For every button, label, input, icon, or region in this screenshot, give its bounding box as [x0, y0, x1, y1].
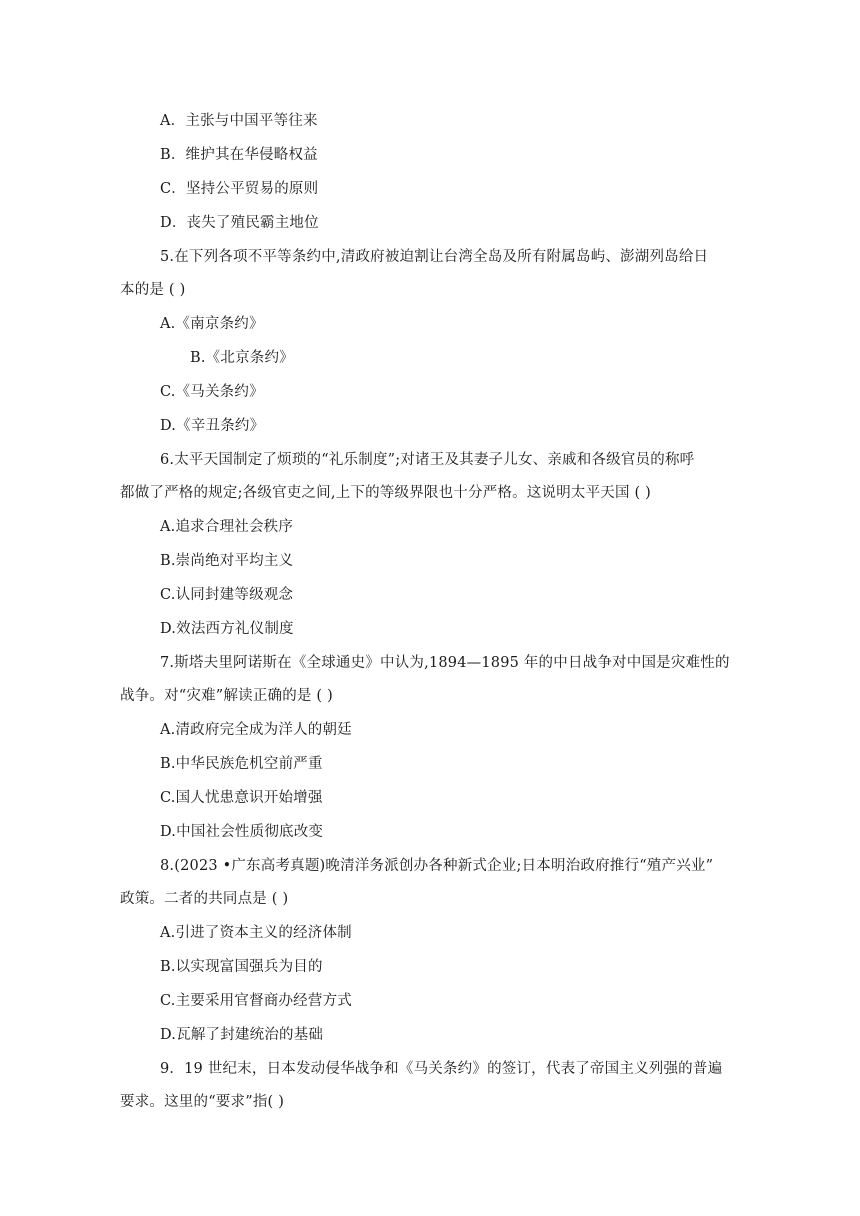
q6-option-a: A.追求合理社会秩序 [160, 519, 294, 535]
q6-option-b: B.崇尚绝对平均主义 [160, 553, 294, 569]
q8-stem-line2: 政策。二者的共同点是 ( ) [120, 891, 289, 907]
q6-option-c: C.认同封建等级观念 [160, 587, 294, 603]
q7-option-d: D.中国社会性质彻底改变 [160, 824, 324, 840]
q7-stem-line1: 7.斯塔夫里阿诺斯在《全球通史》中认为,1894—1895 年的中日战争对中国是灾难性的 [160, 655, 730, 671]
q9-stem-line2: 要求。这里的“要求”指( ) [120, 1094, 285, 1110]
q8-stem-line1: 8.(2023 •广东高考真题)晚清洋务派创办各种新式企业;日本明治政府推行“殖产兴业” [160, 858, 714, 874]
q5-option-a: A.《南京条约》 [160, 316, 264, 332]
q7-option-b: B.中华民族危机空前严重 [160, 756, 323, 772]
q6-stem-line2: 都做了严格的规定;各级官吏之间,上下的等级界限也十分严格。这说明太平天国 ( ) [120, 485, 652, 501]
q8-option-a: A.引进了资本主义的经济体制 [160, 925, 352, 941]
q7-option-c: C.国人忧患意识开始增强 [160, 790, 323, 806]
q5-option-b: B.《北京条约》 [190, 350, 294, 366]
q4-option-a: A．主张与中国平等往来 [160, 113, 318, 129]
q7-stem-line2: 战争。对“灾难”解读正确的是 ( ) [120, 688, 333, 704]
q5-stem-line1: 5.在下列各项不平等条约中,清政府被迫割让台湾全岛及所有附属岛屿、澎湖列岛给日 [160, 249, 709, 265]
q8-option-b: B.以实现富国强兵为目的 [160, 959, 323, 975]
q5-option-c: C.《马关条约》 [160, 384, 264, 400]
q6-stem-line1: 6.太平天国制定了烦琐的“礼乐制度”;对诸王及其妻子儿女、亲戚和各级官员的称呼 [160, 452, 695, 468]
q4-option-b: B．维护其在华侵略权益 [160, 147, 318, 163]
q5-option-d: D.《辛丑条约》 [160, 418, 265, 434]
q9-stem-line1: 9．19 世纪末，日本发动侵华战争和《马关条约》的签订，代表了帝国主义列强的普遍 [160, 1061, 723, 1077]
q5-stem-line2: 本的是 ( ) [120, 282, 186, 298]
q6-option-d: D.效法西方礼仪制度 [160, 621, 294, 637]
q7-option-a: A.清政府完全成为洋人的朝廷 [160, 722, 352, 738]
q4-option-d: D．丧失了殖民霸主地位 [160, 215, 319, 231]
q8-option-d: D.瓦解了封建统治的基础 [160, 1027, 324, 1043]
q8-option-c: C.主要采用官督商办经营方式 [160, 993, 352, 1009]
q4-option-c: C．坚持公平贸易的原则 [160, 181, 319, 197]
